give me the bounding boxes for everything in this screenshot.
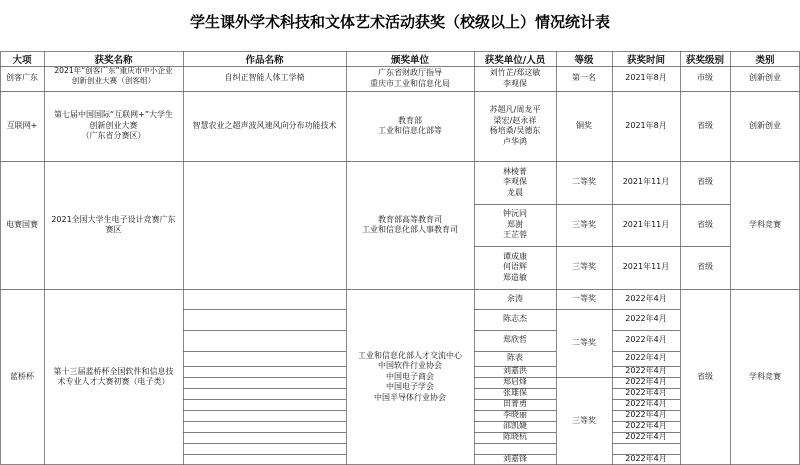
row3-type: 学科竞赛	[749, 219, 781, 229]
row1-category: 创客广东	[6, 73, 38, 83]
row4-person: 陈晓杭	[503, 432, 527, 442]
row3-award: 2021全国大学生电子设计竞赛广东 赛区	[51, 214, 176, 234]
row4-date: 2022年4月	[625, 399, 667, 409]
row2-award: 第七届中国国际“互联网+”大学生 创新创业大赛 （广东省分赛区）	[54, 110, 173, 141]
row1-issuer: 广东省财政厅指导 重庆市工业和信息化局	[370, 68, 450, 88]
row3-sub3-grade: 三等奖	[572, 262, 596, 272]
row4-grade-third: 三等奖	[572, 415, 596, 425]
row3-sub2-people: 钟沅同 郑澍 王芷蓉	[503, 209, 527, 240]
row4-level: 省级	[697, 371, 713, 381]
header-award: 获奖名称	[94, 54, 133, 66]
row2-issuer: 教育部 工业和信息化部等	[378, 115, 442, 135]
row2-work: 智慧农业之超声波风速风向分布功能技术	[192, 120, 337, 130]
row3-sub2-grade: 三等奖	[572, 219, 596, 229]
row4-date: 2022年4月	[625, 335, 667, 345]
row4-type: 学科竞赛	[749, 371, 781, 381]
row4-person: 余涛	[507, 293, 523, 303]
row4-person: 李晓丽	[503, 410, 527, 420]
row3-sub2-level: 省级	[697, 219, 713, 229]
header-people: 获奖单位/人员	[484, 54, 546, 66]
row4-date: 2022年4月	[625, 421, 667, 431]
row4-date: 2022年4月	[625, 410, 667, 420]
header-level: 获奖级别	[685, 54, 724, 66]
header-grade: 等级	[574, 54, 594, 66]
row1-date: 2021年8月	[625, 73, 667, 83]
row2-category: 互联网+	[6, 120, 38, 130]
header-type: 类别	[755, 54, 775, 66]
page-title: 学生课外学术科技和文体艺术活动获奖（校级以上）情况统计表	[189, 13, 610, 31]
row3-sub3-date: 2021年11月	[622, 262, 670, 272]
row3-sub1-grade: 二等奖	[572, 177, 596, 187]
row3-issuer: 教育部高等教育司 工业和信息化部人事教育司	[362, 214, 458, 234]
row4-person: 郑启烽	[503, 377, 527, 387]
header-date: 获奖时间	[626, 54, 665, 66]
row4-date: 2022年4月	[625, 432, 667, 442]
row4-person: 邵凯婕	[503, 421, 527, 431]
row4-date: 2022年4月	[625, 293, 667, 303]
row4-grade-second: 二等奖	[572, 337, 596, 347]
row4-date: 2022年4月	[625, 314, 667, 324]
row4-person: 陈表	[507, 353, 523, 363]
row3-sub2-date: 2021年11月	[622, 219, 670, 229]
row4-grade-first: 一等奖	[572, 293, 596, 303]
row1-type: 创新创业	[749, 73, 781, 83]
row4-date: 2022年4月	[625, 388, 667, 398]
row4-date: 2022年4月	[625, 353, 667, 363]
row2-people: 苏超凡/周龙平 梁宏/赵永祥 杨培桑/吴德东 卢华鸿	[489, 105, 541, 146]
row3-work	[183, 161, 346, 289]
row4-category: 蓝桥杯	[10, 371, 34, 381]
row2-grade: 铜奖	[576, 120, 592, 130]
row4-person: 张雄保	[503, 388, 527, 398]
row1-people: 刘竹芷/郑这敏 李观保	[489, 68, 541, 88]
row3-sub1-date: 2021年11月	[622, 177, 670, 187]
row3-sub1-level: 省级	[697, 177, 713, 187]
header-issuer: 颁奖单位	[390, 54, 429, 66]
row4-person: 郑欣哲	[503, 335, 527, 345]
row1-award: 2021年“创客广东”重庆市中小企业 创新创业大赛（创客组）	[54, 66, 173, 85]
row4-person: 田菁勇	[503, 399, 527, 409]
row3-sub3-people: 谭成康 何语辉 郑造敏	[503, 251, 527, 282]
row1-work: 自纠正智能人体工学椅	[224, 73, 305, 83]
row4-date: 2022年4月	[625, 454, 667, 464]
row2-date: 2021年8月	[625, 120, 667, 130]
row1-grade: 第一名	[572, 73, 596, 83]
row2-type: 创新创业	[749, 120, 781, 130]
row1-level: 市级	[697, 73, 713, 83]
row2-level: 省级	[697, 120, 713, 130]
row4-issuer: 工业和信息化部人才交流中心 中国软件行业协会 中国电子商会 中国电子学会 中国半导体行业协会	[358, 350, 462, 402]
row3-sub1-people: 林棱菁 李观保 龙晨	[503, 166, 527, 197]
row4-date: 2022年4月	[625, 377, 667, 387]
header-work: 作品名称	[245, 54, 284, 66]
row4-date: 2022年4月	[625, 366, 667, 376]
row4-person: 刘嘉洪	[503, 366, 527, 376]
row4-award: 第十三届蓝桥杯全国软件和信息技 术专业人才大赛初赛（电子类）	[53, 366, 174, 386]
row3-sub3-level: 省级	[697, 262, 713, 272]
row3-category: 电赛国赛	[6, 219, 38, 229]
row4-person: 陈志杰	[503, 314, 527, 324]
row4-person: 刘嘉锋	[503, 454, 527, 464]
header-category: 大项	[12, 54, 32, 66]
